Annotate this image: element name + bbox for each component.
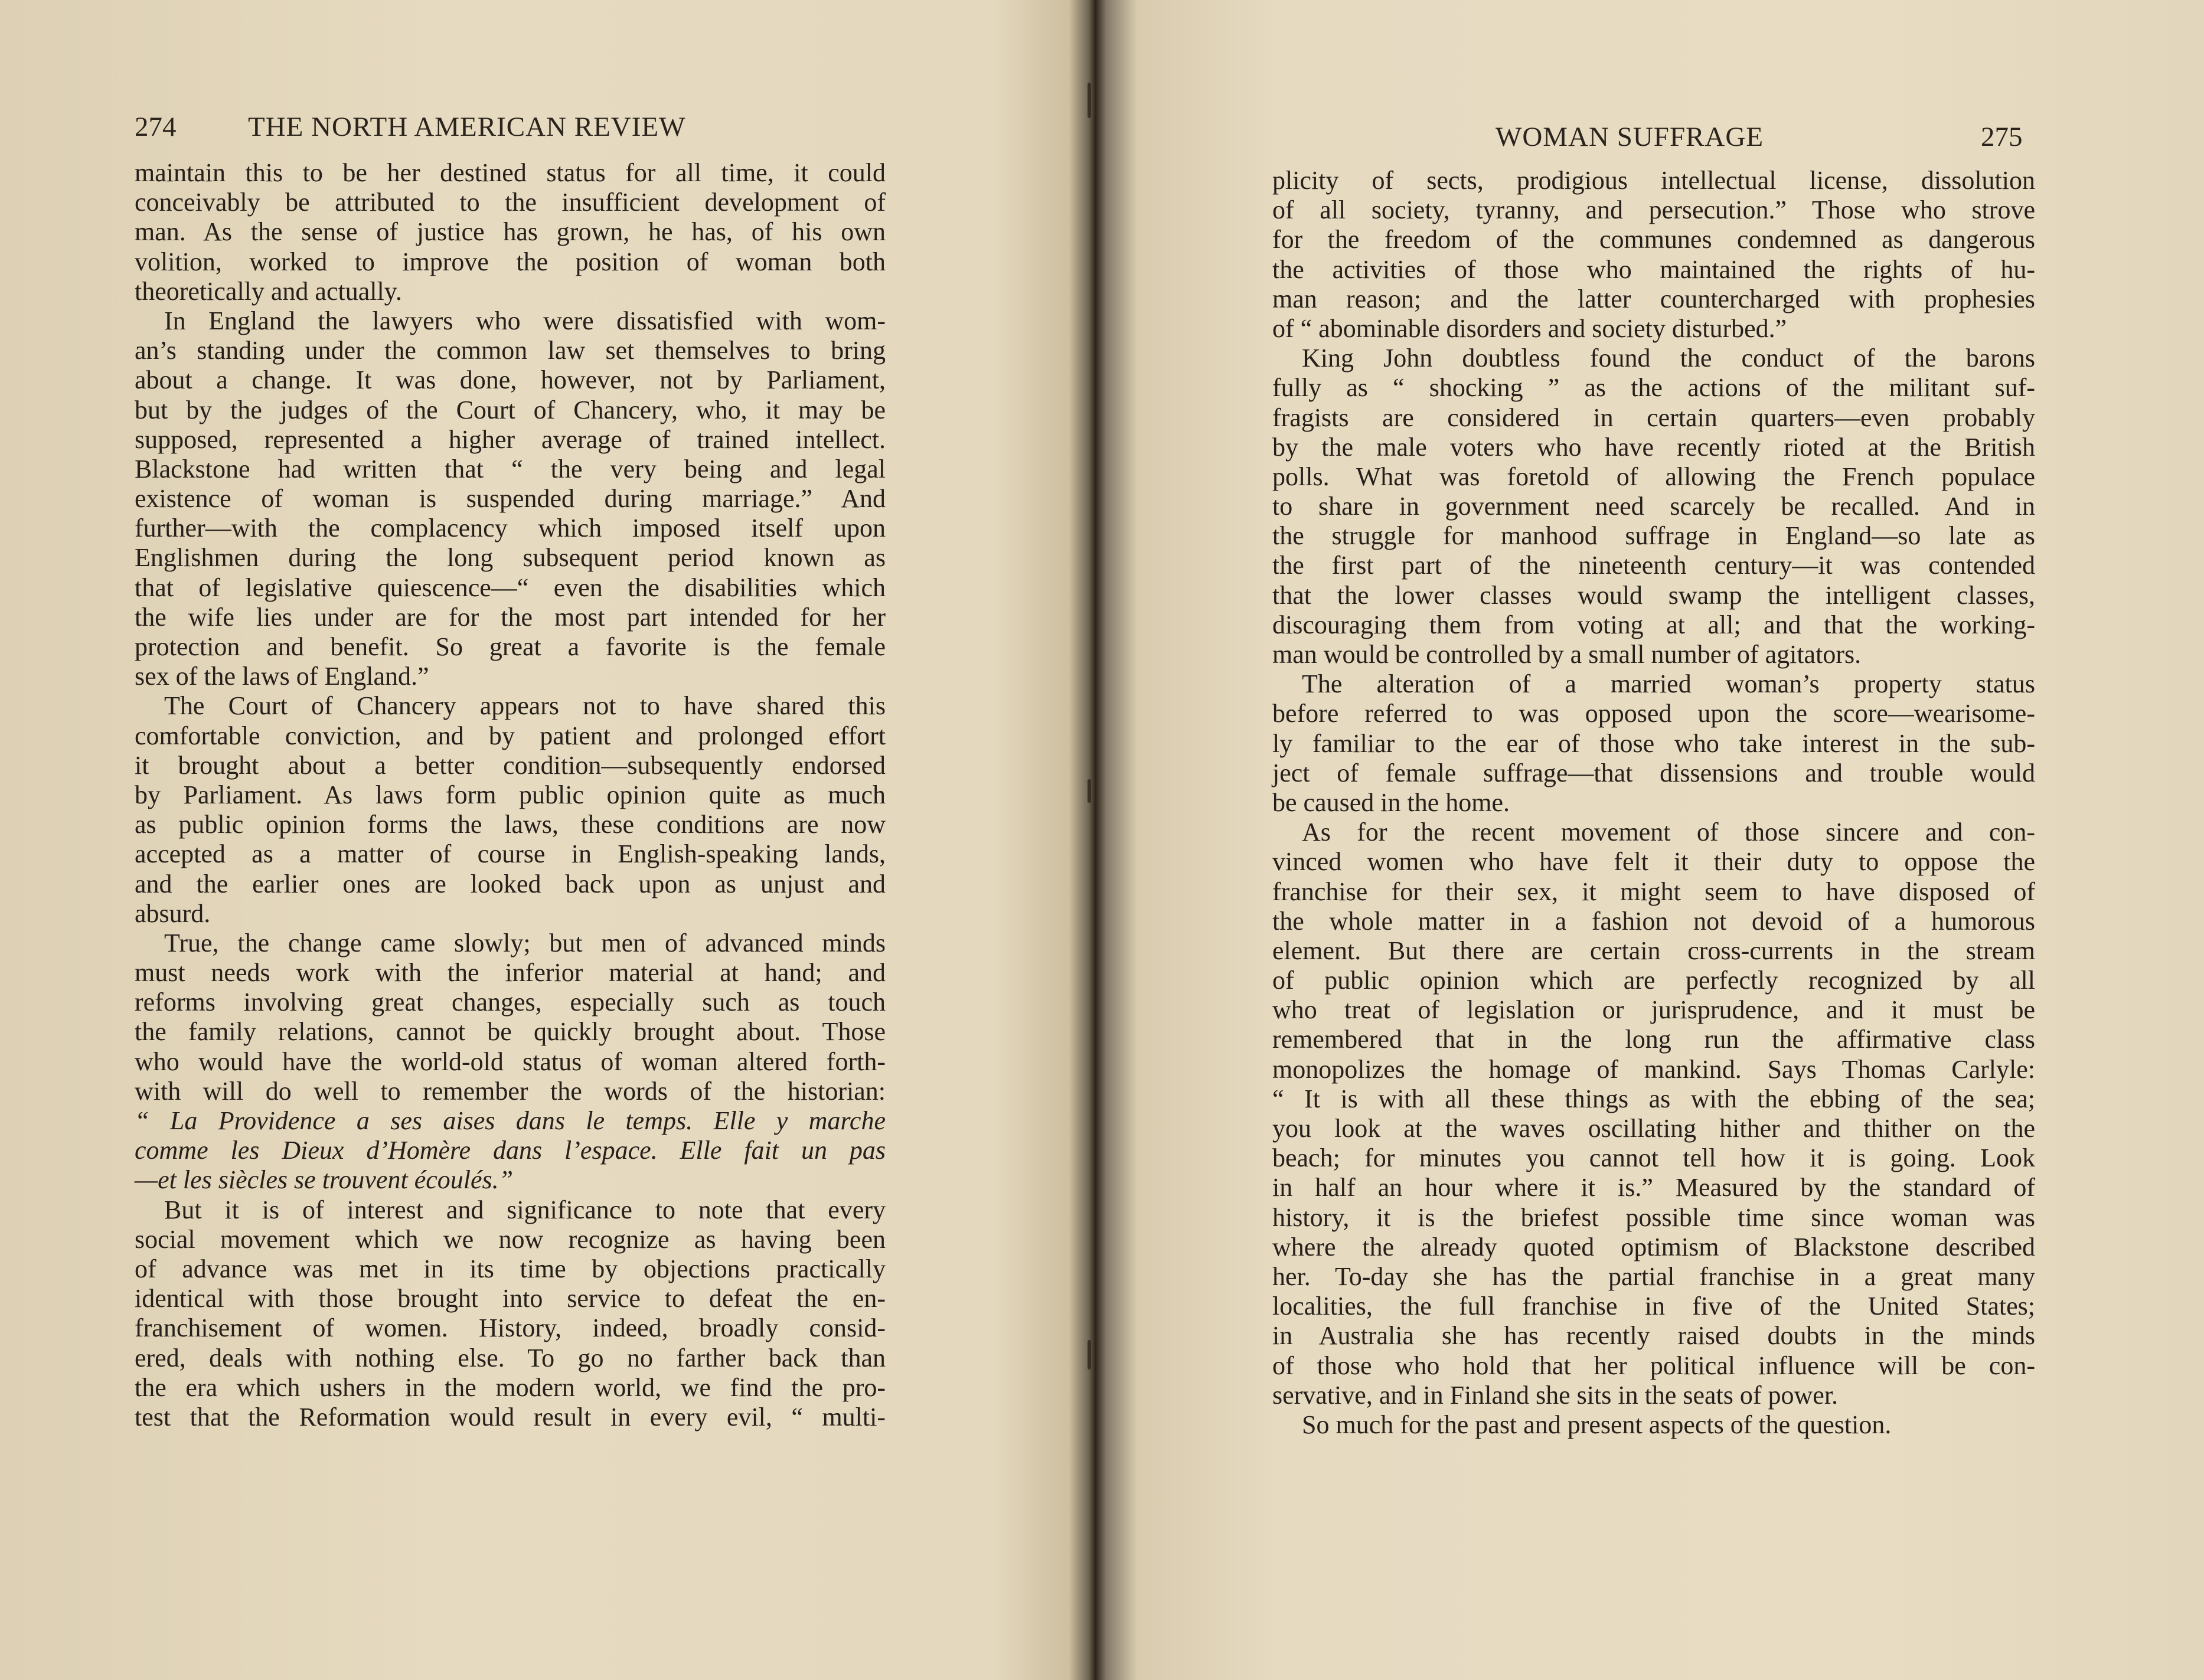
- text-line: So much for the past and present aspects of the question.: [1302, 1410, 1892, 1439]
- text-line: supposed, represented a higher average of trained intellect.: [135, 424, 886, 454]
- binding-stitch: [1088, 1340, 1091, 1370]
- text-line: Englishmen during the long subsequent period known as: [135, 543, 886, 573]
- text-line: further—with the complacency which imposed itself upon: [135, 514, 886, 543]
- text-line: social movement which we now recognize as having been: [135, 1224, 886, 1254]
- text-line: by Parliament. As laws form public opinion quite as much: [135, 780, 886, 809]
- text-line: fully as “ shocking ” as the actions of the militant suf-: [1272, 373, 2035, 403]
- text-line: The alteration of a married woman’s property status: [1302, 669, 2035, 699]
- text-line: comfortable conviction, and by patient and prolonged effort: [135, 721, 886, 750]
- text-line: accepted as a matter of course in English-speaking lands,: [135, 839, 886, 869]
- text-line: remembered that in the long run the affirmative class: [1272, 1025, 2035, 1054]
- text-line: theoretically and actually.: [135, 276, 402, 306]
- text-line: volition, worked to improve the position of woman both: [135, 247, 886, 276]
- text-line: identical with those brought into service to defeat the en-: [135, 1284, 886, 1313]
- text-line: man would be controlled by a small number of agitators.: [1272, 640, 1862, 669]
- text-line: the activities of those who maintained the rights of hu-: [1272, 254, 2035, 284]
- text-line: absurd.: [135, 898, 211, 928]
- text-line: man reason; and the latter countercharged with prophesies: [1272, 284, 2035, 313]
- text-line: by the male voters who have recently rioted at the British: [1272, 432, 2035, 462]
- left-running-head: THE NORTH AMERICAN REVIEW: [248, 112, 686, 142]
- left-page-body: [135, 158, 886, 1432]
- text-line: about a change. It was done, however, not by Parliament,: [135, 365, 886, 395]
- text-line: the wife lies under are for the most part intended for her: [135, 602, 886, 632]
- text-line: protection and benefit. So great a favorite is the female: [135, 632, 886, 661]
- text-line: in half an hour where it is.” Measured by the standard of: [1272, 1173, 2035, 1202]
- text-line: “ It is with all these things as with the ebbing of the sea;: [1272, 1084, 2035, 1113]
- text-line: for the freedom of the communes condemned as dangerous: [1272, 225, 2035, 254]
- text-line: ly familiar to the ear of those who take interest in the sub-: [1272, 728, 2035, 758]
- right-page-body: [1272, 166, 2035, 1440]
- text-line: True, the change came slowly; but men of advanced minds: [164, 928, 886, 957]
- text-line: the struggle for manhood suffrage in England—so late as: [1272, 521, 2035, 551]
- text-line: maintain this to be her destined status for all time, it could: [135, 158, 886, 187]
- text-line: franchisement of women. History, indeed, broadly consid-: [135, 1313, 886, 1343]
- text-line: the family relations, cannot be quickly brought about. Those: [135, 1017, 886, 1047]
- text-line: of public opinion which are perfectly recognized by all: [1272, 966, 2035, 995]
- text-line: reforms involving great changes, especially such as touch: [135, 988, 886, 1017]
- text-line: an’s standing under the common law set themselves to bring: [135, 336, 886, 365]
- text-line: of advance was met in its time by objections practically: [135, 1254, 886, 1283]
- binding-stitch: [1088, 83, 1091, 118]
- text-line: to share in government need scarcely be recalled. And in: [1272, 492, 2035, 521]
- left-page: [0, 0, 1086, 1680]
- text-line: monopolizes the homage of mankind. Says Thomas Carlyle:: [1272, 1054, 2035, 1084]
- text-line: existence of woman is suspended during marriage.” And: [135, 484, 886, 514]
- text-line: who treat of legislation or jurisprudence, and it must be: [1272, 995, 2035, 1025]
- text-line: test that the Reformation would result in every evil, “ multi-: [135, 1402, 886, 1431]
- text-line: that of legislative quiescence—“ even the disabilities which: [135, 573, 886, 602]
- text-line: comme les Dieux d’Homère dans l’espace. Elle fait un pas: [135, 1136, 886, 1165]
- text-line: you look at the waves oscillating hither and thither on the: [1272, 1114, 2035, 1143]
- text-line: vinced women who have felt it their duty to oppose the: [1272, 847, 2035, 877]
- text-line: plicity of sects, prodigious intellectual license, dissolution: [1272, 166, 2035, 195]
- text-line: But it is of interest and significance to note that every: [164, 1195, 886, 1224]
- text-line: with will do well to remember the words of the historian:: [135, 1076, 886, 1106]
- text-line: “ La Providence a ses aises dans le temps. Elle y marche: [135, 1106, 886, 1135]
- text-line: history, it is the briefest possible time since woman was: [1272, 1202, 2035, 1232]
- text-line: of those who hold that her political influence will be con-: [1272, 1351, 2035, 1380]
- text-line: as public opinion forms the laws, these conditions are now: [135, 810, 886, 839]
- text-line: her. To-day she has the partial franchise in a great many: [1272, 1261, 2035, 1291]
- right-running-head: WOMAN SUFFRAGE: [1496, 122, 1764, 152]
- text-line: the whole matter in a fashion not devoid of a humorous: [1272, 906, 2035, 936]
- text-line: of “ abominable disorders and society disturbed.”: [1272, 313, 1787, 343]
- text-line: the first part of the nineteenth century—it was contended: [1272, 551, 2035, 580]
- text-line: beach; for minutes you cannot tell how it is going. Look: [1272, 1143, 2035, 1173]
- text-line: that the lower classes would swamp the intelligent classes,: [1272, 580, 2035, 610]
- text-line: Blackstone had written that “ the very being and legal: [135, 454, 886, 483]
- text-line: ered, deals with nothing else. To go no farther back than: [135, 1343, 886, 1372]
- text-line: and the earlier ones are looked back upon as unjust and: [135, 869, 886, 898]
- text-line: discouraging them from voting at all; and that the working-: [1272, 610, 2035, 639]
- right-page-number: 275: [1981, 122, 2023, 152]
- text-line: man. As the sense of justice has grown, he has, of his own: [135, 217, 886, 247]
- text-line: it brought about a better condition—subsequently endorsed: [135, 750, 886, 780]
- text-line: in Australia she has recently raised doubts in the minds: [1272, 1321, 2035, 1351]
- text-line: In England the lawyers who were dissatisfied with wom-: [164, 306, 886, 335]
- text-line: King John doubtless found the conduct of the barons: [1302, 344, 2035, 373]
- text-line: conceivably be attributed to the insufficient development of: [135, 188, 886, 217]
- text-line: —et les siècles se trouvent écoulés.”: [135, 1165, 514, 1195]
- text-line: must needs work with the inferior material at hand; and: [135, 958, 886, 988]
- text-line: sex of the laws of England.”: [135, 662, 429, 691]
- right-page: [1092, 0, 2204, 1680]
- text-line: element. But there are certain cross-currents in the stream: [1272, 936, 2035, 965]
- text-line: the era which ushers in the modern world, we find the pro-: [135, 1372, 886, 1402]
- text-line: be caused in the home.: [1272, 787, 1510, 817]
- text-line: The Court of Chancery appears not to have shared this: [164, 691, 886, 721]
- text-line: ject of female suffrage—that dissensions and trouble would: [1272, 758, 2035, 787]
- text-line: localities, the full franchise in five of the United States;: [1272, 1292, 2035, 1321]
- text-line: before referred to was opposed upon the score—wearisome-: [1272, 699, 2035, 728]
- text-line: As for the recent movement of those sincere and con-: [1302, 818, 2035, 847]
- text-line: servative, and in Finland she sits in the seats of power.: [1272, 1380, 1839, 1410]
- text-line: polls. What was foretold of allowing the French populace: [1272, 462, 2035, 491]
- left-page-number: 274: [135, 112, 177, 142]
- text-line: where the already quoted optimism of Blackstone described: [1272, 1232, 2035, 1261]
- binding-stitch: [1088, 779, 1091, 803]
- text-line: of all society, tyranny, and persecution.” Those who strove: [1272, 195, 2035, 225]
- text-line: who would have the world-old status of woman altered forth-: [135, 1047, 886, 1076]
- text-line: fragists are considered in certain quarters—even probably: [1272, 403, 2035, 432]
- text-line: franchise for their sex, it might seem to have disposed of: [1272, 877, 2035, 906]
- text-line: but by the judges of the Court of Chancery, who, it may be: [135, 395, 886, 424]
